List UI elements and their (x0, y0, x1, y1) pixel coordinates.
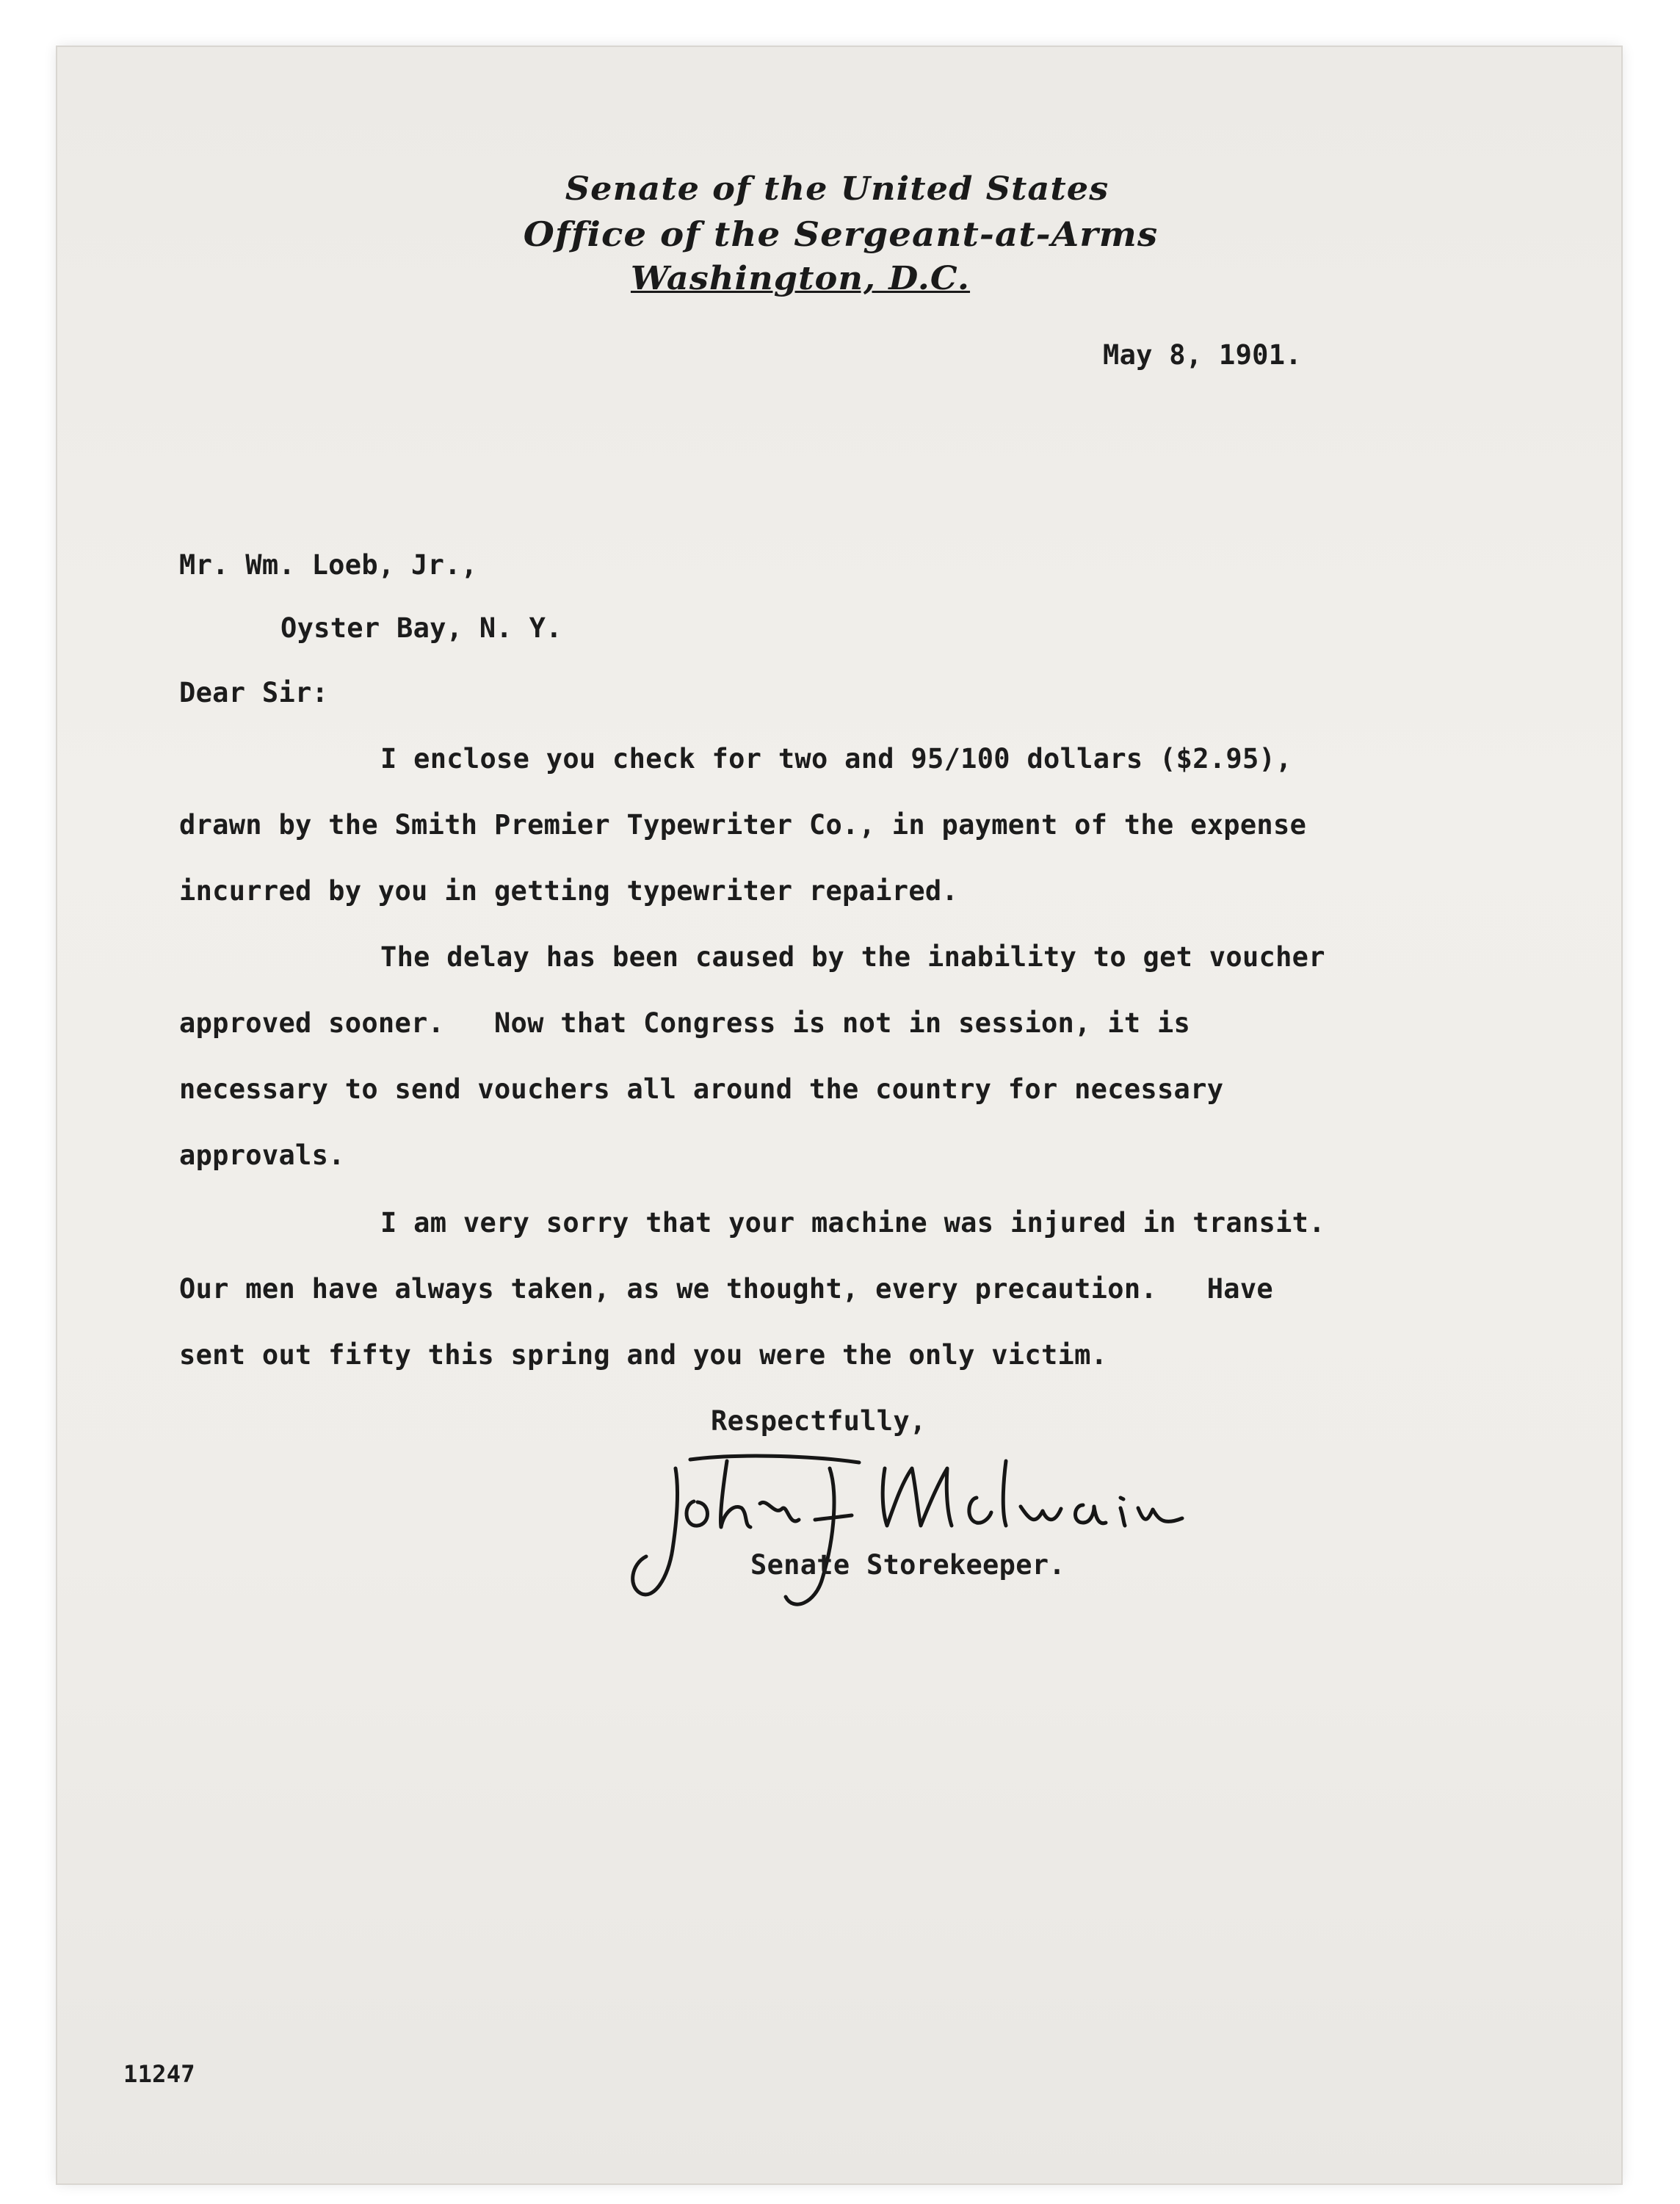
body-line: drawn by the Smith Premier Typewriter Co., in payment of the expense (179, 809, 1307, 841)
handwritten-signature (624, 1446, 1212, 1623)
body-line: sent out fifty this spring and you were the only victim. (179, 1339, 1108, 1371)
document-number: 11247 (123, 2060, 195, 2088)
body-line: Our men have always taken, as we thought, every precaution. Have (179, 1273, 1274, 1305)
letter-date: May 8, 1901. (1103, 339, 1302, 371)
letterhead (523, 167, 1159, 301)
body-line: approved sooner. Now that Congress is not in session, it is (179, 1007, 1191, 1039)
body-line: The delay has been caused by the inability to get voucher (380, 941, 1325, 973)
letterhead-line-office: Office of the Sergeant-at-Arms (523, 214, 1159, 254)
salutation: Dear Sir: (179, 677, 329, 708)
recipient-name: Mr. Wm. Loeb, Jr., (179, 549, 478, 581)
letterhead-line-city: Washington, D.C. (630, 260, 971, 297)
body-line: approvals. (179, 1139, 345, 1171)
signer-title: Senate Storekeeper. (750, 1549, 1065, 1581)
recipient-address: Oyster Bay, N. Y. (280, 612, 562, 644)
letter-page (57, 47, 1621, 2183)
letterhead-line-senate: Senate of the United States (565, 170, 1109, 208)
body-line: I enclose you check for two and 95/100 dollars ($2.95), (380, 743, 1292, 775)
signature-graphic (624, 1446, 1212, 1623)
body-line: I am very sorry that your machine was injured in transit. (380, 1207, 1325, 1239)
closing: Respectfully, (711, 1405, 927, 1437)
body-line: incurred by you in getting typewriter repaired. (179, 875, 959, 907)
body-line: necessary to send vouchers all around the country for necessary (179, 1073, 1224, 1105)
